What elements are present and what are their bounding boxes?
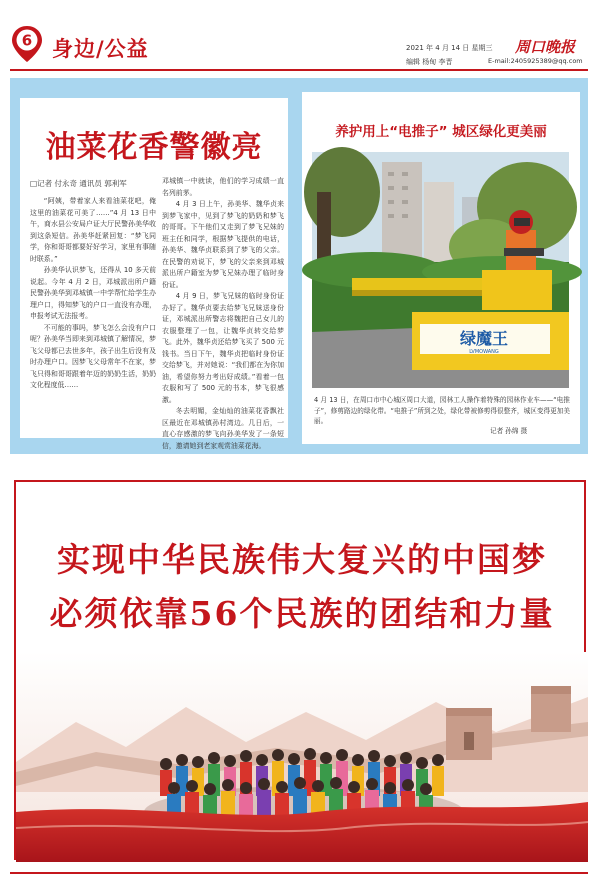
poster-slogan-line-2: 必须依靠56个民族的团结和力量 <box>49 594 555 633</box>
newspaper-masthead: 周口晚报 <box>515 38 576 56</box>
poster-slogan-line-1: 实现中华民族伟大复兴的中国梦 <box>57 540 547 579</box>
photo-credit: 记者 孙绵 摄 <box>490 427 528 435</box>
editor-line: 编辑 杨甸 李晋 <box>406 58 453 66</box>
footer-divider <box>10 872 588 874</box>
left-article-column-1 <box>30 196 156 431</box>
vehicle-brand-sign: 绿魔王 <box>459 329 509 348</box>
article-paragraph: “阿姨，带着家人来看油菜花吧，俺这里的油菜花可美了……”4 月 13 日中午，商水县公安局户证大厅民警孙美华收到这条短信。孙美华赶紧回复：“梦飞同学，你和哥哥都要好好学习，家里有事随时联系。” <box>30 197 156 263</box>
header-divider <box>10 69 588 71</box>
page-number: 6 <box>21 31 33 50</box>
vehicle-brand-subtext: LVMOWANG <box>469 349 499 355</box>
article-paragraph: 不可能的事吗，梦飞怎么会没有户口呢？孙美华当即来到邓城镇了解情况，梦飞父母都已去世多年，孩子出生后没有及时办理户口。因梦飞父母常年不在家，梦飞只得和哥哥跟着年迈的奶奶生活，奶奶文化程度低…… <box>30 323 156 389</box>
issue-date: 2021 年 4 月 14 日 星期三 <box>406 44 493 52</box>
page-number-pin-icon <box>10 24 44 64</box>
right-article-headline: 养护用上“电推子” 城区绿化更美丽 <box>335 124 547 140</box>
trimming-vehicle-photo <box>312 152 569 388</box>
page-header <box>0 0 600 70</box>
left-article-headline: 油菜花香警徽亮 <box>45 130 263 165</box>
article-paragraph: 4 月 9 日，梦飞兄妹的临时身份证办好了。魏华贞要去给梦飞兄妹送身份证，邓城派出所警志将魏把自己女儿的衣服整理了一包，让魏华贞转交给梦飞。此外，魏华贞还给梦飞买了 500 元钱书。当日下午，魏华贞把临时身份证交给梦飞，并对她说：“我们都在为你加油，希望你努力考出好成绩。”看着一包衣服和写了 500 元的书本，梦飞很感激。 <box>162 292 284 404</box>
article-paragraph: 邓城镇一中就读，他们的学习成绩一直名列前茅。 <box>162 177 284 197</box>
article-paragraph: 孙美华认识梦飞，还得从 10 多天前说起。今年 4 月 2 日，邓城派出所户籍民警孙美华到邓城镇一中学帮忙给学生办理户口，得知梦飞的户口一直没有办理，申报考试无法报考。 <box>30 266 156 320</box>
great-wall-crowd-illustration <box>16 652 588 862</box>
unity-poster <box>14 480 586 860</box>
left-article-byline: □记者 付永奇 通讯员 郭利军 <box>30 179 127 188</box>
photo-caption: 4 月 13 日，在周口市中心城区周口大道，园林工人操作着特殊的园林作业车——“电推子”，修剪路边的绿化带。“电推子”所到之处，绿化带被修剪得很整齐，城区变得更加美丽。 <box>314 396 570 425</box>
left-article-column-2 <box>162 176 284 450</box>
article-paragraph: 冬去明媚，金灿灿的油菜花香飘社区最近在邓城镇孙村湾边。几日后，一直心存感激的梦飞向孙美华发了一条短信，邀请她到老家观赏油菜花海。 <box>162 407 284 450</box>
section-title: 身边/公益 <box>52 36 149 61</box>
contact-email: E-mail:2405925389@qq.com <box>488 57 583 65</box>
article-paragraph: 4 月 3 日上午，孙美华、魏华贞来到梦飞家中，见到了梦飞的奶奶和梦飞的哥哥。下午他们又走到了梦飞兄妹的班主任和同学，根据梦飞提供的电话，孙美华、魏华贞联系到了梦飞的父亲。在民警的劝说下，梦飞的父亲来到邓城派出所户籍室为梦飞兄妹办理了临时身份证。 <box>162 200 284 289</box>
